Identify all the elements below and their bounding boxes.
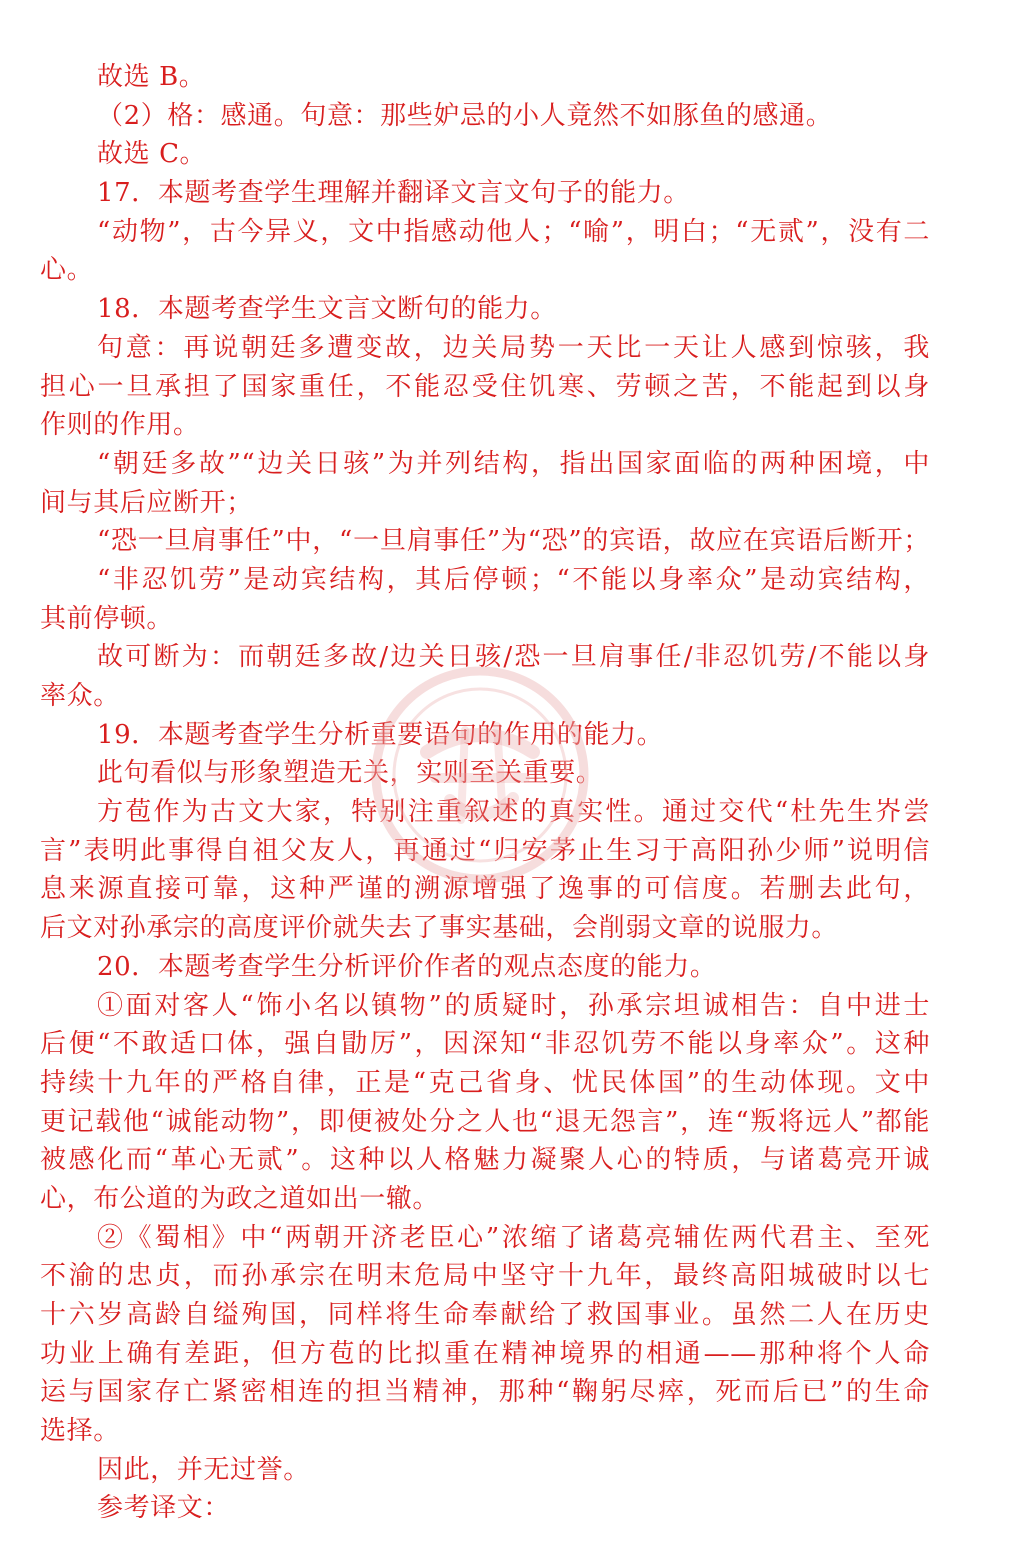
text-line: “动物”，古今异义，文中指感动他人；“喻”，明白；“无贰”，没有二 (97, 216, 930, 247)
text-line: 更记载他“诚能动物”，即便被处分之人也“退无怨言”，连“叛将远人”都能 (40, 1106, 930, 1137)
text-line: 此句看似与形象塑造无关，实则至关重要。 (97, 758, 603, 789)
text-line: 后文对孙承宗的高度评价就失去了事实基础，会削弱文章的说服力。 (40, 913, 839, 944)
text-line: ①面对客人“饰小名以镇物”的质疑时，孙承宗坦诚相告：自中进士 (97, 990, 930, 1021)
text-line: （2）格：感通。句意：那些妒忌的小人竟然不如豚鱼的感通。 (97, 100, 833, 131)
text-line: 心。 (40, 255, 94, 286)
text-line: “恐一旦肩事任”中，“一旦肩事任”为“恐”的宾语，故应在宾语后断开； (97, 526, 930, 557)
text-line: 息来源直接可靠，这种严谨的溯源增强了逸事的可信度。若删去此句， (40, 874, 930, 905)
text-line: 率众。 (40, 681, 120, 711)
text-line: 其前停顿。 (40, 603, 174, 634)
text-line: 故选 B。 (97, 62, 206, 92)
answer-document (40, 58, 930, 1528)
text-line: 持续十九年的严格自律，正是“克己省身、忧民体国”的生动体现。文中 (40, 1067, 930, 1098)
text-line: 方苞作为古文大家，特别注重叙述的真实性。通过交代“杜先生岕尝 (97, 797, 930, 828)
text-line: 不渝的忠贞，而孙承宗在明末危局中坚守十九年，最终高阳城破时以七 (40, 1261, 930, 1292)
text-line: 运与国家存亡紧密相连的担当精神，那种“鞠躬尽瘁，死而后已”的生命 (40, 1377, 930, 1408)
text-line: 被感化而“革心无贰”。这种以人格魅力凝聚人心的特质，与诸葛亮开诚 (40, 1145, 930, 1176)
text-line: 心，布公道的为政之道如出一辙。 (40, 1183, 440, 1214)
text-line: 故可断为：而朝廷多故/边关日骇/恐一旦肩事任/非忍饥劳/不能以身 (97, 642, 930, 673)
text-line: 后便“不敢适口体，强自勖厉”，因深知“非忍饥劳不能以身率众”。这种 (40, 1029, 930, 1060)
text-line: 20．本题考查学生分析评价作者的观点态度的能力。 (97, 951, 717, 982)
text-line: 参考译文： (97, 1493, 231, 1524)
text-line: 担心一旦承担了国家重任，不能忍受住饥寒、劳顿之苦，不能起到以身 (40, 371, 930, 402)
text-line: “非忍饥劳”是动宾结构，其后停顿；“不能以身率众”是动宾结构， (97, 564, 930, 595)
text-line: 18．本题考查学生文言文断句的能力。 (97, 294, 557, 325)
text-line: 句意：再说朝廷多遭变故，边关局势一天比一天让人感到惊骇，我 (97, 332, 930, 363)
text-line: 选择。 (40, 1416, 120, 1447)
text-line: ②《蜀相》中“两朝开济老臣心”浓缩了诸葛亮辅佐两代君主、至死 (97, 1222, 930, 1253)
text-line: 十六岁高龄自缢殉国，同样将生命奉献给了救国事业。虽然二人在历史 (40, 1300, 930, 1330)
text-line: 作则的作用。 (40, 410, 200, 441)
text-line: 故选 C。 (97, 139, 207, 170)
text-line: 言”表明此事得自祖父友人，再通过“归安茅止生习于高阳孙少师”说明信 (40, 835, 930, 866)
text-line: 17．本题考查学生理解并翻译文言文句子的能力。 (97, 178, 690, 209)
text-line: “朝廷多故”“边关日骇”为并列结构，指出国家面临的两种困境，中 (97, 448, 930, 479)
text-line: 因此，并无过誉。 (97, 1454, 310, 1485)
text-line: 间与其后应断开； (40, 487, 253, 518)
text-line: 19．本题考查学生分析重要语句的作用的能力。 (97, 719, 664, 750)
text-line: 功业上确有差距，但方苞的比拟重在精神境界的相通——那种将个人命 (40, 1338, 930, 1369)
